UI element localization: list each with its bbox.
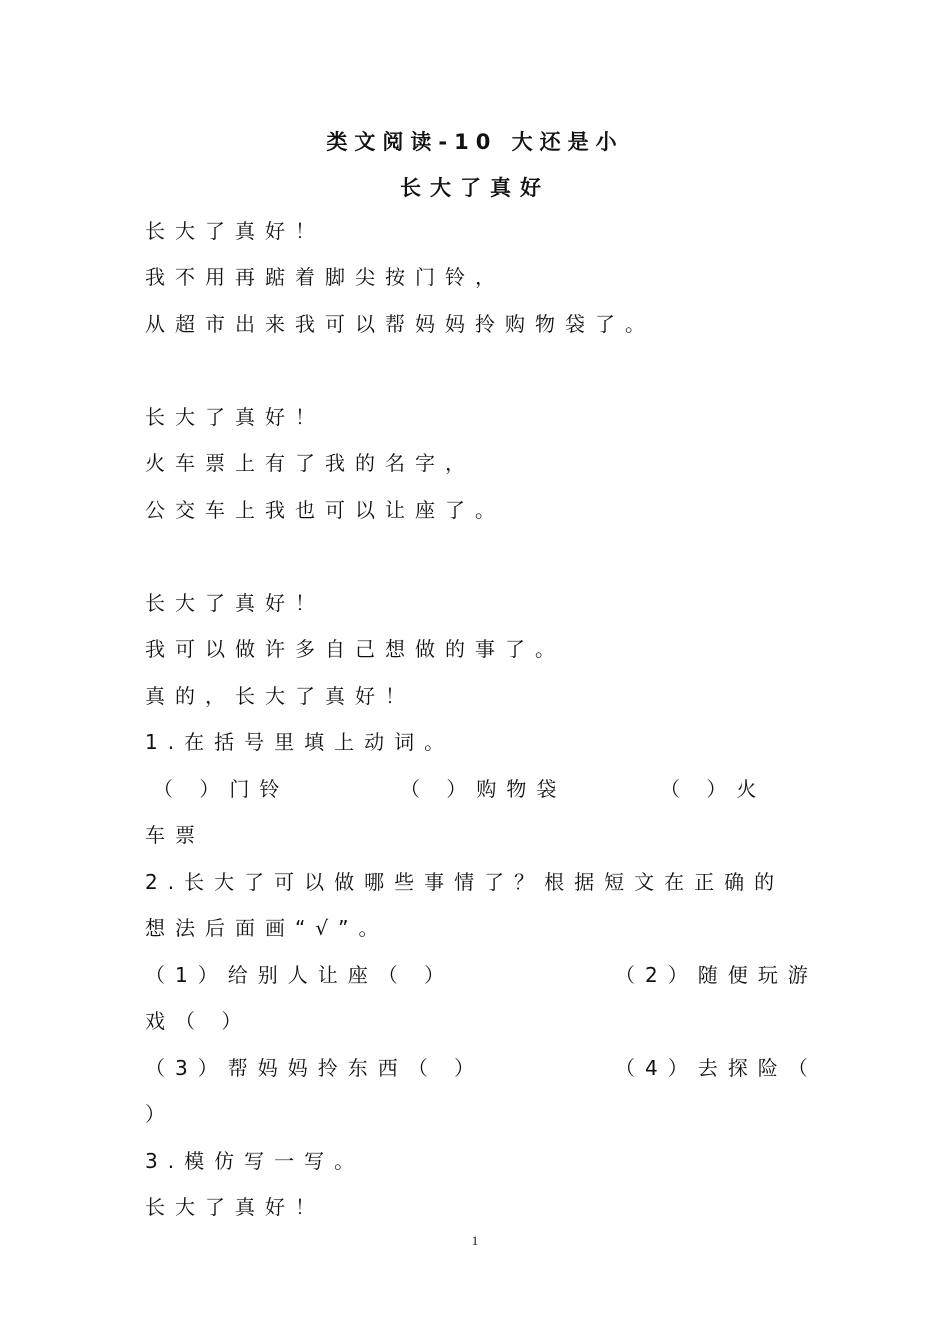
poem-title: 长大了真好 (400, 176, 550, 200)
option-2: （2）随便玩游 (615, 963, 818, 987)
document-title: 类文阅读-10 大还是小 (326, 130, 624, 154)
poem-line: 长大了真好！ (145, 405, 325, 429)
question-2-prompt: 2.长大了可以做哪些事情了？根据短文在正确的 (145, 870, 785, 894)
poem-line: 我可以做许多自己想做的事了。 (145, 637, 565, 661)
question-1-prompt: 1.在括号里填上动词。 (145, 730, 455, 754)
option-2-wrap: 戏（ ） (145, 1009, 252, 1033)
poem-line: 长大了真好！ (145, 219, 325, 243)
poem-line: 从超市出来我可以帮妈妈拎购物袋了。 (145, 312, 655, 336)
option-4-wrap: ） (145, 1102, 175, 1126)
option-3: （3）帮妈妈拎东西（ ） (145, 1056, 485, 1080)
poem-line: 我不用再踮着脚尖按门铃， (145, 265, 505, 289)
poem-line: 公交车上我也可以让座了。 (145, 498, 505, 522)
question-3-prompt: 3.模仿写一写。 (145, 1149, 365, 1173)
option-4: （4）去探险（ (615, 1056, 818, 1080)
blank-train-ticket: （ ）火 (660, 777, 767, 801)
blank-doorbell: （ ）门铃 (153, 777, 290, 801)
question-2-prompt-cont: 想法后面画“√”。 (145, 916, 389, 940)
question-3-starter: 长大了真好！ (145, 1195, 325, 1219)
option-1: （1）给别人让座（ ） (145, 963, 455, 987)
poem-line: 长大了真好！ (145, 591, 325, 615)
poem-line: 真的，长大了真好！ (145, 684, 415, 708)
poem-line: 火车票上有了我的名字， (145, 451, 475, 475)
blank-shopping-bag: （ ）购物袋 (400, 777, 567, 801)
blank-wrap-text: 车票 (145, 823, 205, 847)
page-number: 1 (471, 1233, 479, 1248)
